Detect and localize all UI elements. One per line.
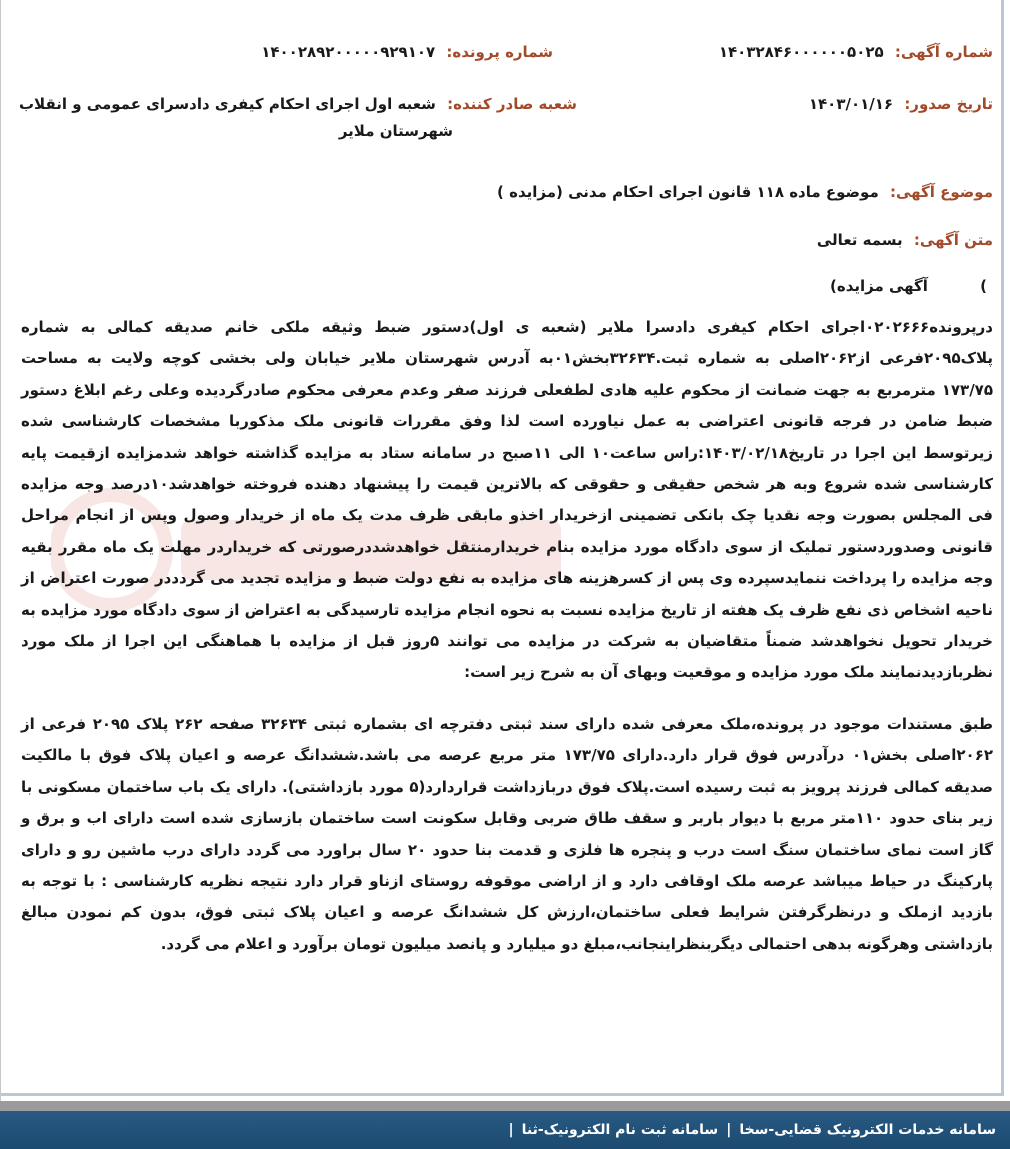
issue-date-row — [809, 95, 993, 113]
ad-number-label: شماره آگهی: — [894, 43, 993, 61]
ad-number-row — [719, 43, 993, 61]
footer-separator: | — [726, 1122, 732, 1138]
subject-value: موضوع ماده ۱۱۸ قانون اجرای احکام مدنی (مزایده ) — [497, 183, 879, 201]
subject-label: موضوع آگهی: — [889, 183, 993, 201]
auction-heading: ) آگهی مزایده) — [829, 277, 987, 295]
footer-separator-end: | — [508, 1122, 514, 1138]
ad-number-value: ۱۴۰۳۲۸۴۶۰۰۰۰۰۰۵۰۲۵ — [718, 43, 884, 61]
footer — [0, 1101, 1010, 1149]
file-number-label: شماره پرونده: — [446, 43, 553, 61]
file-number-value: ۱۴۰۰۲۸۹۲۰۰۰۰۰۹۲۹۱۰۷ — [261, 43, 436, 61]
branch-value-line1: شعبه اول اجرای احکام کیفری دادسرای عمومی و انقلاب — [18, 95, 436, 113]
text-row — [817, 231, 993, 249]
issue-date-value: ۱۴۰۳/۰۱/۱۶ — [808, 95, 894, 113]
file-number-row — [261, 43, 553, 61]
text-label: متن آگهی: — [913, 231, 993, 249]
branch-value-line2: شهرستان ملایر — [338, 122, 453, 140]
footer-link-sakha[interactable]: سامانه خدمات الکترونیک قضایی-سخا — [739, 1122, 996, 1138]
text-intro: بسمه تعالی — [816, 231, 903, 249]
footer-bar — [0, 1111, 1010, 1149]
subject-row — [497, 183, 993, 201]
footer-link-sana[interactable]: سامانه ثبت نام الکترونیک-ثنا — [521, 1122, 719, 1138]
auction-paragraph-1: درپرونده۰۲۰۲۶۶۶اجرای احکام کیفری دادسرا ملایر (شعبه ی اول)دستور ضبط وثیقه ملکی خانم صدیقه کمالی به شماره پلاک۲۰۹۵فرعی از۲۰۶۲اصلی به شماره ثبت.۳۲۶۳۴بخش۰۱به آدرس شهرستان ملایر خیابان ولی بخشی کوچه ولایت به مساحت ۱۷۳/۷۵ مترمربع به جهت ضمانت از محکوم علیه هادی لطفعلی فرزند صفر وعدم معرفی محکوم صادرگردیده وعلی رغم ابلاغ دستور ضبط ضامن در فرجه قانونی اعتراضی به عمل نیاورده است لذا وفق مقررات قانونی ملک مذکوربا مشخصات کارشناسی شده زیرتوسط این اجرا در تاریخ۱۴۰۳/۰۲/۱۸:راس ساعت۱۰ الی ۱۱صبح در سامانه ستاد به مزایده گذاشته خواهد شدمزایده ازقیمت پایه کارشناسی شده شروع وبه هر شخص حقیقی و حقوقی که بالاترین قیمت را پیشنهاد دهنده فروخته خواهدشد۱۰درصد وجه مزایده فی المجلس بصورت وجه نقدیا چک بانکی تضمینی ازخریدار اخذو مابقی ظرف مدت یک ماه از خریدار وصول وپس از انجام مراحل قانونی وصدوردستور تملیک از سوی دادگاه مورد مزایده بنام خریدارمنتقل خواهدشددرصورتی که خریداردر مهلت یک ماه مقرر بقیه وجه مزایده را پرداخت ننمایدسپرده وی پس از کسرهزینه های مزایده به نفع دولت ضبط و مزایده تجدید می گردددر صورت اعتراض از ناحیه اشخاص ذی نفع ظرف یک هفته از تاریخ مزایده نسبت به نحوه انجام مزایده تارسیدگی به اعتراض از سوی دادگاه مورد مزایده به خریدار تحویل نخواهدشد ضمناً متقاضیان به شرکت در مزایده می توانند ۵روز قبل از مزایده با هماهنگی این اجرا از ملک مورد نظربازدیدنمایند ملک مورد مزایده و موقعیت وبهای آن به شرح زیر است: — [21, 318, 993, 682]
branch-row — [19, 95, 577, 113]
auction-paragraph-2: طبق مستندات موجود در پرونده،ملک معرفی شده دارای سند ثبتی دفترچه ای بشماره ثبتی ۳۲۶۳۴ صفحه ۲۶۲ پلاک ۲۰۹۵ فرعی از ۲۰۶۲اصلی بخش۰۱ درآدرس فوق قرار دارد.دارای ۱۷۳/۷۵ متر مربع عرصه می باشد.ششدانگ عرصه و اعیان پلاک فوق با مالکیت صدیقه کمالی فرزند پرویز به ثبت رسیده است.پلاک فوق دربازداشت قراردارد(۵ مورد بازداشتی). دارای یک باب ساختمان مسکونی با زیر بنای حدود ۱۱۰متر مربع با دیوار باربر و سقف طاق ضربی وقابل سکونت است ساختمان بازسازی شده است دارای اب و برق و گاز است نمای ساختمان سنگ است درب و پنجره ها فلزی و قدمت بنا حدود ۲۰ سال براورد می گردد دارای درب ماشین رو و دارای پارکینگ در حیاط میباشد عرصه ملک اوقافی دارد و از اراضی موقوفه روستای ازناو قرار دارد نتیجه نظریه کارشناسی : با توجه به بازدید ازملک و درنظرگرفتن شرایط فعلی ساختمان،ارزش کل ششدانگ عرصه و اعیان پلاک ثبتی فوق، بدون کم نمودن مبالغ بازداشتی وهرگونه بدهی احتمالی دیگربنظراینجانب،مبلغ دو میلیارد و پانصد میلیون تومان برآورد و اعلام می گردد. — [21, 715, 994, 953]
issue-date-label: تاریخ صدور: — [904, 95, 993, 113]
branch-label: شعبه صادر کننده: — [447, 95, 577, 113]
